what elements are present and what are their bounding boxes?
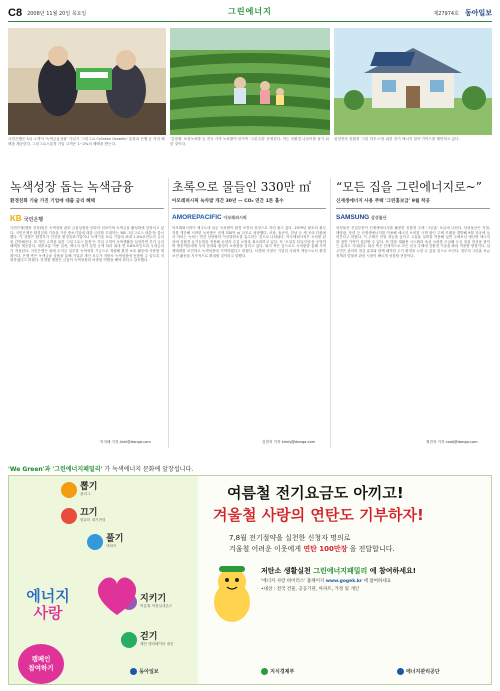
sponsor-name: 동아일보 bbox=[139, 668, 159, 675]
ad-left-panel bbox=[9, 476, 197, 684]
banner-program: '그린에너지패밀리' bbox=[52, 465, 103, 473]
ad-website-label: '에너지 사랑 바이러스' 홈페이지 bbox=[261, 579, 325, 584]
article-1-rule bbox=[10, 208, 164, 209]
banner-brand: 'We Green'과 bbox=[8, 465, 51, 473]
ad-item-title: 풀기 bbox=[106, 534, 124, 544]
photo-caption-3: 삼성전자 친환경 '그린 하우스'를 위한 전기 에너지 절약 가이드를 제안하고 있다. bbox=[334, 137, 460, 141]
ad-website-link[interactable]: www.gogek.kr bbox=[325, 579, 363, 584]
samsung-logo bbox=[336, 214, 387, 221]
article-1-headline: 녹색성장 돕는 녹색금융 bbox=[10, 180, 134, 194]
kb-logo-mark: KB bbox=[10, 214, 22, 223]
energy-love-logo bbox=[12, 588, 84, 622]
ad-cta-c: 에 참여하세요! bbox=[369, 567, 416, 575]
photo-tea-field bbox=[170, 28, 330, 135]
kb-logo bbox=[10, 214, 43, 223]
ad-right-panel bbox=[199, 476, 491, 684]
article-3-rule bbox=[336, 208, 490, 209]
sponsor-mke bbox=[261, 668, 294, 675]
donga-logo-icon bbox=[130, 668, 137, 675]
campaign-badge-line1: 캠페인 bbox=[31, 655, 51, 663]
article-2-rule bbox=[172, 208, 326, 209]
ad-cta-a: 저탄소 생활실천 bbox=[261, 567, 311, 575]
samsung-logo-text: 삼성물산 bbox=[371, 215, 387, 220]
ad-line-2 bbox=[229, 544, 395, 554]
column-divider bbox=[330, 178, 331, 448]
campaign-badge-line2: 참여하기 bbox=[28, 664, 54, 672]
article-2-body: 아모레퍼시픽이 제주도에 일군 녹차밭이 환경 보전의 상징으로 자리 잡고 있다. 1979년 불모의 황무지를 개간해 시작한 녹차밭은 현재 330만 ㎡ 규모로 성장했다. 서광, 돌송이, 한남 등 세 곳의 다원에서 자라는 녹차는 연간 상당량의 이산화탄소를 흡수하는 것으로 나타났다. 아모레퍼시픽은 녹차밭 관리에 친환경 유기농법을 적용해 토양과 수질 오염을 최소화하고 있다. 또 '오설록 티뮤지엄'을 운영하며 방문객들에게 녹차 문화와 환경의 소중함을 알리고 있다. 회사 측은 앞으로도 녹차밭을 통해 지역 생태계를 보전하고 녹색성장에 기여하겠다고 밝혔다. 서경배 사장은 기업의 사회적 책임으로서 환경 보전 활동을 지속적으로 확대할 것이라고 말했다. bbox=[172, 226, 326, 258]
ad-item-5 bbox=[121, 632, 174, 648]
campaign-banner bbox=[8, 461, 492, 475]
sponsor-name: 에너지관리공단 bbox=[405, 668, 440, 675]
edition-number: 제27974호 bbox=[433, 10, 459, 17]
campaign-join-badge[interactable] bbox=[18, 644, 64, 684]
article-1-body: 국민은행(행장 강정원)은 녹색성장 관련 금융상품을 잇따라 선보이며 녹색금융 활성화에 앞장서고 있다. 국민은행은 환경친화 기술을 가진 중소기업에 대출 금리를 우대하는 'KB 그린그로스 대출'을 출시했다. 이 상품은 환경부가 인증한 환경친화기업이나 녹색기술 보유 기업에 최대 1.0%포인트의 금리를 감면해준다. 또 개인 고객을 위한 '그린그로스 통장'은 가입 고객이 녹색생활을 실천하면 추가 금리 혜택을 제공한다. 대중교통 이용 실적, 에너지 절약 실천 등에 따라 최대 연 0.6%포인트의 우대금리가 적용된다. 국민은행은 판매 수익금 일부를 녹색성장 기금으로 적립해 환경 보호 활동에 사용할 계획이다. 은행 측은 녹색금융 상품을 통해 기업과 개인 모두가 저탄소 녹색성장에 동참할 수 있도록 지원하겠다고 밝혔다. 강정원 행장은 금융이 녹색성장의 마중물 역할을 해야 한다고 강조했다. bbox=[10, 226, 164, 263]
heart-icon bbox=[92, 571, 142, 619]
ad-item-sub: 컴퓨터 대기전력 bbox=[80, 518, 106, 522]
newspaper-name: 동아일보 bbox=[464, 9, 492, 17]
samsung-logo-mark: SAMSUNG bbox=[336, 214, 370, 221]
ad-item-3 bbox=[87, 534, 123, 550]
ad-item-title: 걷기 bbox=[140, 632, 158, 642]
article-2-author: 김현지 기자 kimhj@donga.com bbox=[262, 440, 316, 444]
ad-cta bbox=[261, 566, 416, 576]
energy-logo-line1: 에너지 bbox=[26, 587, 70, 605]
ad-item-sub: 플러그 bbox=[80, 492, 91, 496]
photo-house bbox=[334, 28, 492, 135]
ad-item-sub: 계단 엘리베이터 대신 bbox=[140, 642, 174, 646]
sponsor-bar bbox=[79, 664, 491, 678]
article-2-headline: 초록으로 물들인 330만 ㎡ bbox=[172, 180, 312, 194]
ad-line-2-c: 을 전달합니다. bbox=[349, 545, 395, 553]
power-icon bbox=[61, 508, 77, 524]
ad-website-line bbox=[261, 578, 391, 584]
article-3-body: 삼성물산 건설부문이 신재생에너지를 활용한 친환경 주택 '그린홈' 보급에 나선다. 삼성물산은 지열, 태양광, 풍력 등 신재생에너지를 이용해 에너지 소비를 크게 줄인 주택 모델을 개발해 9월 착공에 들어간다고 밝혔다. 이 주택은 단열 성능을 높이고 고효율 설비를 적용해 일반 주택보다 냉난방 에너지를 절반 가까이 절감할 수 있다. 또 빗물 재활용 시스템과 옥상 녹화를 도입해 도심 열섬 현상을 줄이는 효과도 기대된다. 회사 측은 단계적으로 모든 신규 주택에 친환경 기술을 확대 적용할 방침이다. 입주민은 관리비 절감 효과와 함께 쾌적한 주거 환경을 누릴 수 있을 것으로 보인다. 정부의 그린홈 보급 정책과 맞물려 관련 시장이 빠르게 성장할 전망이다. bbox=[336, 226, 490, 258]
ad-line-2-b: 연탄 100만장 bbox=[303, 545, 348, 553]
plug-icon bbox=[61, 482, 77, 498]
article-2-subhead: 아모레퍼시픽 녹차밭 개간 30년 — CO₂ 연간 1톤 흡수 bbox=[172, 199, 284, 204]
ad-line-1: 7,8월 전기절약을 실천한 신청자 명의로 bbox=[229, 534, 351, 542]
ad-item-2 bbox=[61, 508, 105, 524]
sponsor-name: 지식경제부 bbox=[270, 668, 295, 675]
article-1-author: 이지혜 기자 jinhi@donga.com bbox=[100, 440, 151, 444]
article-3-headline: “모든 집을 그린에너지로~” bbox=[336, 180, 482, 194]
ad-headline-1: 여름철 전기요금도 아끼고! bbox=[227, 484, 404, 502]
ad-item-1 bbox=[61, 482, 97, 498]
column-divider bbox=[168, 178, 169, 448]
amorepacific-logo-mark: AMOREPACIFIC bbox=[172, 214, 222, 221]
ad-item-sub: 넥타이 bbox=[106, 544, 117, 548]
ad-line-2-a: 겨울철 어려운 이웃에게 bbox=[229, 545, 302, 553]
kb-logo-text: 국민은행 bbox=[23, 217, 44, 223]
ad-cta-b: 그린에너지패밀리 bbox=[313, 567, 368, 575]
issue-date: 2008년 11월 20일 목요일 bbox=[27, 10, 87, 17]
kemco-logo-icon bbox=[397, 668, 404, 675]
sponsor-kemco bbox=[397, 668, 440, 675]
ad-website-suffix: 에 참여하세요 bbox=[363, 579, 392, 584]
page-number: C8 bbox=[8, 7, 23, 19]
walking-icon bbox=[121, 632, 137, 648]
header-rule bbox=[8, 21, 492, 22]
necktie-icon bbox=[87, 534, 103, 550]
amorepacific-logo-text: 아모레퍼시픽 bbox=[223, 215, 247, 220]
article-3-author: 정진욱 기자 coolj@donga.com bbox=[426, 440, 478, 444]
ad-headline-2: 겨울철 사랑의 연탄도 기부하자! bbox=[213, 506, 424, 524]
photo-bank bbox=[8, 28, 166, 135]
mke-logo-icon bbox=[261, 668, 268, 675]
article-1-subhead: 환경친화 기술 가진 기업에 대출 금리 혜택 bbox=[10, 199, 96, 204]
ad-item-title: 지키기 bbox=[140, 594, 167, 604]
banner-text: 가 녹색에너지 문화에 앞장섭니다. bbox=[104, 465, 194, 473]
energy-campaign-ad bbox=[8, 475, 492, 685]
mascot-icon bbox=[207, 564, 257, 624]
ad-item-title: 뽑기 bbox=[80, 482, 98, 492]
energy-logo-line2: 사랑 bbox=[33, 604, 63, 622]
page-header bbox=[8, 6, 492, 20]
amorepacific-logo bbox=[172, 214, 247, 221]
ad-item-title: 끄기 bbox=[80, 508, 98, 518]
photo-caption-2: '김장철' 보성녹차밭 등 전국 가족 녹차밭이 한가족 '그린주말' 운영한다. 이는 친환경 나들이를 돕기 위한 것이다. bbox=[170, 137, 329, 147]
article-3-subhead: 신재생에너지 사용 주택 '그린홈보급' 9월 착공 bbox=[336, 199, 430, 204]
section-title: 그린에너지 bbox=[228, 7, 272, 16]
ad-target: •대상 : 전국 건물, 공공기관, 아파트, 가정 및 개인 bbox=[261, 587, 360, 592]
ad-item-sub: 여름철 적정실내온도 bbox=[140, 604, 173, 608]
photo-caption-1: 국민은행은 5일 고객이 '녹색금융상품' 가입시 '그린그로스(Green Growth)' 통장과 은행 등 가지 혜택을 제공한다. 그린그로스통장 가입 고객은 1~2%의 혜택을 받는다. bbox=[8, 137, 165, 147]
sponsor-donga bbox=[130, 668, 158, 675]
